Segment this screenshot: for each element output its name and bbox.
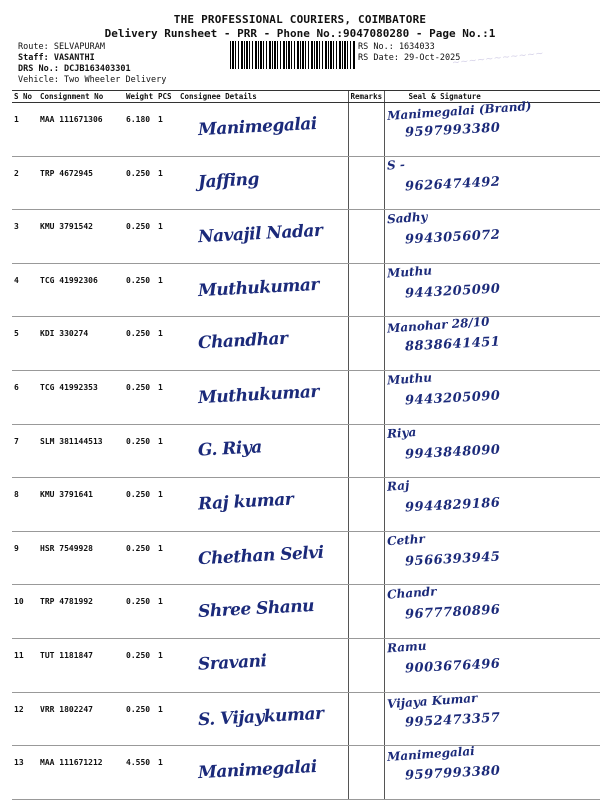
signature-handwritten: Muthu: [386, 370, 432, 388]
row-signature-cell: [384, 585, 600, 639]
col-header-pcs: PCS: [156, 91, 178, 103]
handwritten-phone: 9597993380: [404, 763, 501, 784]
row-remarks: [348, 478, 384, 532]
vehicle-field: Vehicle: Two Wheeler Delivery: [18, 75, 167, 85]
signature-handwritten: Chandr: [386, 584, 437, 603]
handwritten-phone: 9443205090: [404, 388, 501, 409]
row-consignment-no: MAA 111671212: [38, 746, 124, 800]
row-remarks: [348, 638, 384, 692]
handwritten-phone: 9677780896: [404, 602, 501, 623]
row-consignment-no: VRR 1802247: [38, 692, 124, 746]
row-remarks: [348, 156, 384, 210]
drs-field: DRS No.: DCJB163403301: [18, 64, 131, 74]
meta-left: [18, 42, 166, 86]
row-weight: 4.550: [124, 746, 156, 800]
row-signature-cell: [384, 638, 600, 692]
delivery-table: [12, 90, 600, 800]
row-weight: 0.250: [124, 317, 156, 371]
col-header-consignment: Consignment No: [38, 91, 124, 103]
table-row: [12, 210, 600, 264]
row-consignee-cell: [178, 263, 348, 317]
table-row: [12, 746, 600, 800]
table-row: [12, 263, 600, 317]
consignee-handwritten-name: Chandhar: [197, 329, 288, 354]
row-remarks: [348, 210, 384, 264]
signature-handwritten: Ramu: [386, 638, 427, 656]
row-weight: 0.250: [124, 263, 156, 317]
row-sno: 3: [12, 210, 38, 264]
handwritten-phone: 9443205090: [404, 281, 501, 302]
row-sno: 8: [12, 478, 38, 532]
row-pcs: 1: [156, 638, 178, 692]
company-title: THE PROFESSIONAL COURIERS, COIMBATORE: [173, 13, 427, 26]
col-header-signature: Seal & Signature: [384, 91, 600, 103]
col-header-weight: Weight: [124, 91, 156, 103]
table-row: [12, 370, 600, 424]
row-sno: 12: [12, 692, 38, 746]
table-row: [12, 638, 600, 692]
row-weight: 0.250: [124, 370, 156, 424]
rs-number: RS No.: 1634033: [358, 42, 435, 52]
row-weight: 0.250: [124, 156, 156, 210]
table-row: [12, 103, 600, 157]
consignee-handwritten-name: G. Riya: [197, 436, 263, 461]
table-row: [12, 692, 600, 746]
consignee-handwritten-name: Sravani: [197, 651, 267, 675]
handwritten-phone: 9566393945: [404, 549, 501, 570]
row-consignment-no: TUT 1181847: [38, 638, 124, 692]
signature-handwritten: Manimegalai (Brand): [386, 98, 532, 124]
consignee-handwritten-name: Navajil Nadar: [197, 220, 323, 248]
row-signature-cell: [384, 478, 600, 532]
row-consignee-cell: [178, 746, 348, 800]
row-pcs: 1: [156, 317, 178, 371]
row-consignment-no: SLM 381144513: [38, 424, 124, 478]
row-signature-cell: [384, 263, 600, 317]
row-consignee-cell: [178, 370, 348, 424]
handwritten-phone: 9944829186: [404, 495, 501, 516]
table-row: [12, 478, 600, 532]
row-pcs: 1: [156, 103, 178, 157]
row-sno: 10: [12, 585, 38, 639]
row-consignee-cell: [178, 103, 348, 157]
row-consignment-no: TRP 4781992: [38, 585, 124, 639]
row-consignee-cell: [178, 585, 348, 639]
row-pcs: 1: [156, 210, 178, 264]
row-pcs: 1: [156, 692, 178, 746]
consignee-handwritten-name: Muthukumar: [197, 381, 320, 409]
row-consignee-cell: [178, 638, 348, 692]
row-consignment-no: HSR 7549928: [38, 531, 124, 585]
row-signature-cell: [384, 156, 600, 210]
row-weight: 0.250: [124, 424, 156, 478]
row-weight: 0.250: [124, 692, 156, 746]
table-row: [12, 531, 600, 585]
row-remarks: [348, 103, 384, 157]
rs-date: RS Date: 29-Oct-2025: [358, 53, 461, 63]
row-signature-cell: [384, 210, 600, 264]
row-pcs: 1: [156, 746, 178, 800]
row-consignment-no: TCG 41992306: [38, 263, 124, 317]
consignee-handwritten-name: Shree Shanu: [197, 596, 315, 623]
signature-handwritten: Vijaya Kumar: [386, 690, 478, 711]
row-weight: 0.250: [124, 478, 156, 532]
row-signature-cell: [384, 424, 600, 478]
row-pcs: 1: [156, 531, 178, 585]
row-pcs: 1: [156, 424, 178, 478]
runsheet-subtitle: Delivery Runsheet - PRR - Phone No.:9047080280 - Page No.:1: [104, 27, 496, 40]
consignee-handwritten-name: Muthukumar: [197, 274, 320, 301]
barcode-image: [230, 41, 355, 69]
consignee-handwritten-name: Manimegalai: [197, 113, 318, 141]
row-pcs: 1: [156, 156, 178, 210]
row-consignee-cell: [178, 531, 348, 585]
row-remarks: [348, 424, 384, 478]
signature-handwritten: Muthu: [386, 263, 432, 281]
signature-handwritten: Riya: [386, 424, 417, 441]
handwritten-phone: 9943056072: [404, 227, 501, 248]
table-row: [12, 424, 600, 478]
table-row: [12, 585, 600, 639]
row-signature-cell: [384, 531, 600, 585]
row-pcs: 1: [156, 478, 178, 532]
consignee-handwritten-name: Manimegalai: [197, 757, 318, 784]
row-consignee-cell: [178, 156, 348, 210]
row-sno: 6: [12, 370, 38, 424]
signature-handwritten: Sadhy: [386, 209, 428, 227]
row-consignee-cell: [178, 210, 348, 264]
handwritten-phone: 9003676496: [404, 656, 501, 677]
row-signature-cell: [384, 746, 600, 800]
signature-handwritten: Manimegalai: [386, 744, 475, 765]
col-header-consignee: Consignee Details: [178, 91, 348, 103]
row-remarks: [348, 317, 384, 371]
row-sno: 1: [12, 103, 38, 157]
row-consignment-no: KDI 330274: [38, 317, 124, 371]
row-pcs: 1: [156, 370, 178, 424]
signature-handwritten: Manohar 28/10: [386, 314, 490, 336]
signature-handwritten: Cethr: [386, 531, 425, 549]
row-sno: 11: [12, 638, 38, 692]
meta-right: [358, 42, 460, 64]
row-signature-cell: [384, 98, 600, 157]
col-header-remarks: Remarks: [348, 91, 384, 103]
row-consignment-no: KMU 3791542: [38, 210, 124, 264]
row-remarks: [348, 370, 384, 424]
handwritten-phone: 9626474492: [404, 174, 501, 195]
row-remarks: [348, 585, 384, 639]
row-sno: 5: [12, 317, 38, 371]
row-signature-cell: [384, 692, 600, 746]
row-signature-cell: [384, 314, 600, 371]
signature-handwritten: S -: [386, 156, 405, 173]
staff-field: Staff: VASANTHI: [18, 53, 95, 63]
row-remarks: [348, 692, 384, 746]
row-consignment-no: MAA 111671306: [38, 103, 124, 157]
row-sno: 2: [12, 156, 38, 210]
table-row: [12, 317, 600, 371]
handwritten-phone: 9597993380: [404, 120, 501, 141]
row-consignment-no: TCG 41992353: [38, 370, 124, 424]
faded-stamp: ~~~~~~~~~~~: [451, 48, 545, 69]
table-row: [12, 156, 600, 210]
handwritten-phone: 8838641451: [404, 334, 501, 355]
row-consignee-cell: [178, 317, 348, 371]
row-consignee-cell: [178, 692, 348, 746]
consignee-handwritten-name: Chethan Selvi: [197, 542, 325, 570]
row-sno: 13: [12, 746, 38, 800]
row-consignee-cell: [178, 424, 348, 478]
row-consignment-no: TRP 4672945: [38, 156, 124, 210]
row-consignment-no: KMU 3791641: [38, 478, 124, 532]
consignee-handwritten-name: Raj kumar: [197, 489, 294, 515]
route-field: Route: SELVAPURAM: [18, 42, 105, 52]
consignee-handwritten-name: Jaffing: [197, 169, 260, 193]
row-sno: 4: [12, 263, 38, 317]
row-weight: 0.250: [124, 210, 156, 264]
row-sno: 7: [12, 424, 38, 478]
row-signature-cell: [384, 370, 600, 424]
signature-handwritten: Raj: [386, 478, 410, 494]
handwritten-phone: 9952473357: [404, 710, 501, 731]
row-weight: 0.250: [124, 585, 156, 639]
row-pcs: 1: [156, 585, 178, 639]
row-weight: 0.250: [124, 531, 156, 585]
row-pcs: 1: [156, 263, 178, 317]
row-sno: 9: [12, 531, 38, 585]
handwritten-phone: 9943848090: [404, 442, 501, 463]
row-weight: 6.180: [124, 103, 156, 157]
col-header-sno: S No: [12, 91, 38, 103]
row-remarks: [348, 263, 384, 317]
row-remarks: [348, 531, 384, 585]
row-weight: 0.250: [124, 638, 156, 692]
row-remarks: [348, 746, 384, 800]
consignee-handwritten-name: S. Vijaykumar: [197, 703, 324, 730]
row-consignee-cell: [178, 478, 348, 532]
